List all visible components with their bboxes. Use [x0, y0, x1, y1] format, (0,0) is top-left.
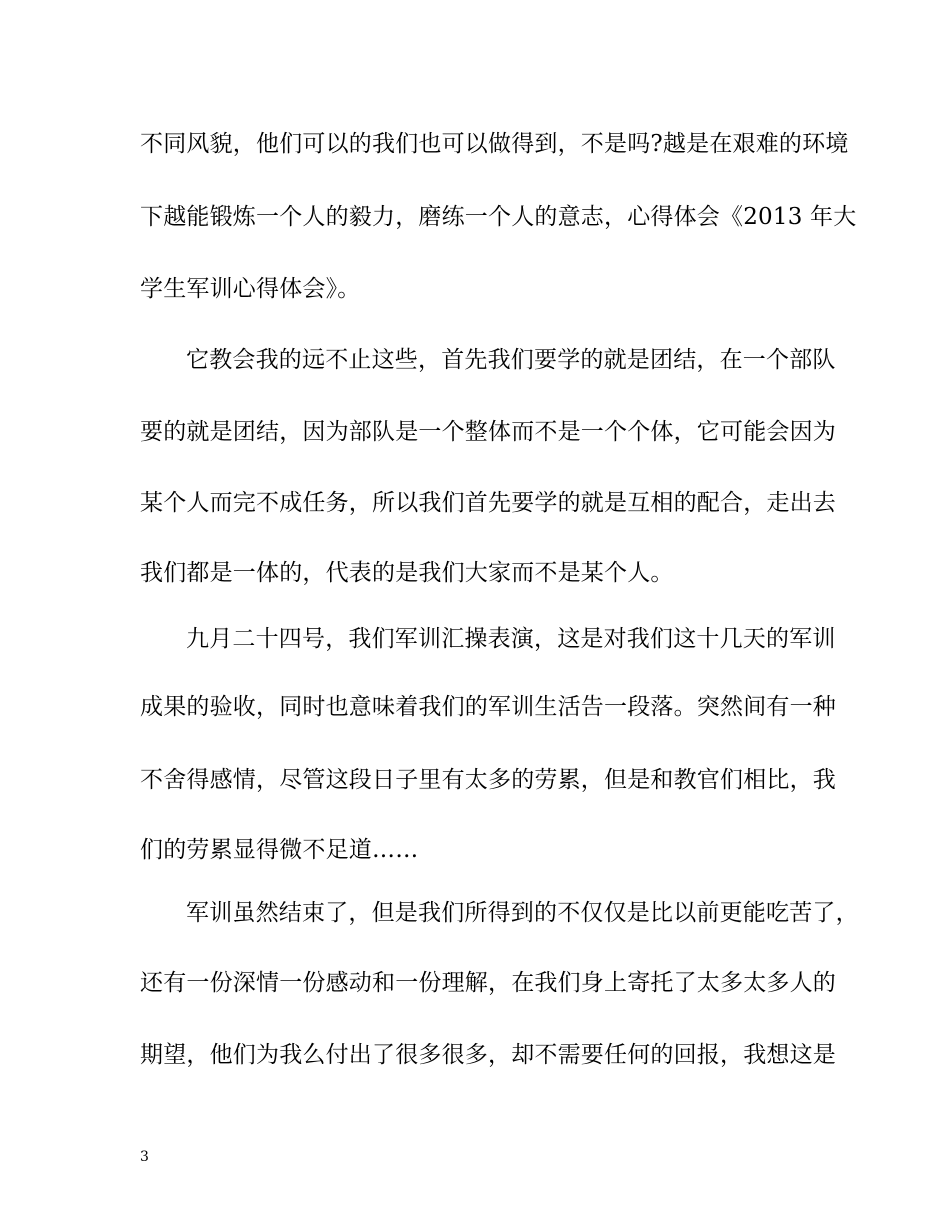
text-line: 要的就是团结，因为部队是一个整体而不是一个个体，它可能会因为	[140, 419, 836, 445]
paragraph-first-line: 它教会我的远不止这些，首先我们要学的就是团结，在一个部队	[186, 347, 836, 373]
text-line: 学生军训心得体会》。	[140, 276, 361, 302]
text-line: 不舍得感情，尽管这段日子里有太多的劳累，但是和教官们相比，我	[140, 767, 836, 793]
text-line: 不同风貌，他们可以的我们也可以做得到，不是吗?越是在艰难的环境	[140, 131, 849, 157]
paragraph-first-line: 九月二十四号，我们军训汇操表演，这是对我们这十几天的军训	[186, 626, 836, 652]
page-number: 3	[140, 1149, 149, 1165]
paragraph-first-line: 军训虽然结束了，但是我们所得到的不仅仅是比以前更能吃苦了，	[186, 900, 859, 926]
text-line: 还有一份深情一份感动和一份理解，在我们身上寄托了太多太多人的	[140, 970, 836, 996]
text-line: 期望，他们为我么付出了很多很多，却不需要任何的回报，我想这是	[140, 1042, 836, 1068]
text-line: 下越能锻炼一个人的毅力，磨练一个人的意志，心得体会《2013 年大	[140, 204, 857, 230]
text-line: 我们都是一体的，代表的是我们大家而不是某个人。	[140, 560, 674, 586]
text-line: 成果的验收，同时也意味着我们的军训生活告一段落。突然间有一种	[140, 694, 836, 720]
text-line: 某个人而完不成任务，所以我们首先要学的就是互相的配合，走出去	[140, 490, 836, 516]
text-line: 们的劳累显得微不足道……	[140, 837, 419, 863]
